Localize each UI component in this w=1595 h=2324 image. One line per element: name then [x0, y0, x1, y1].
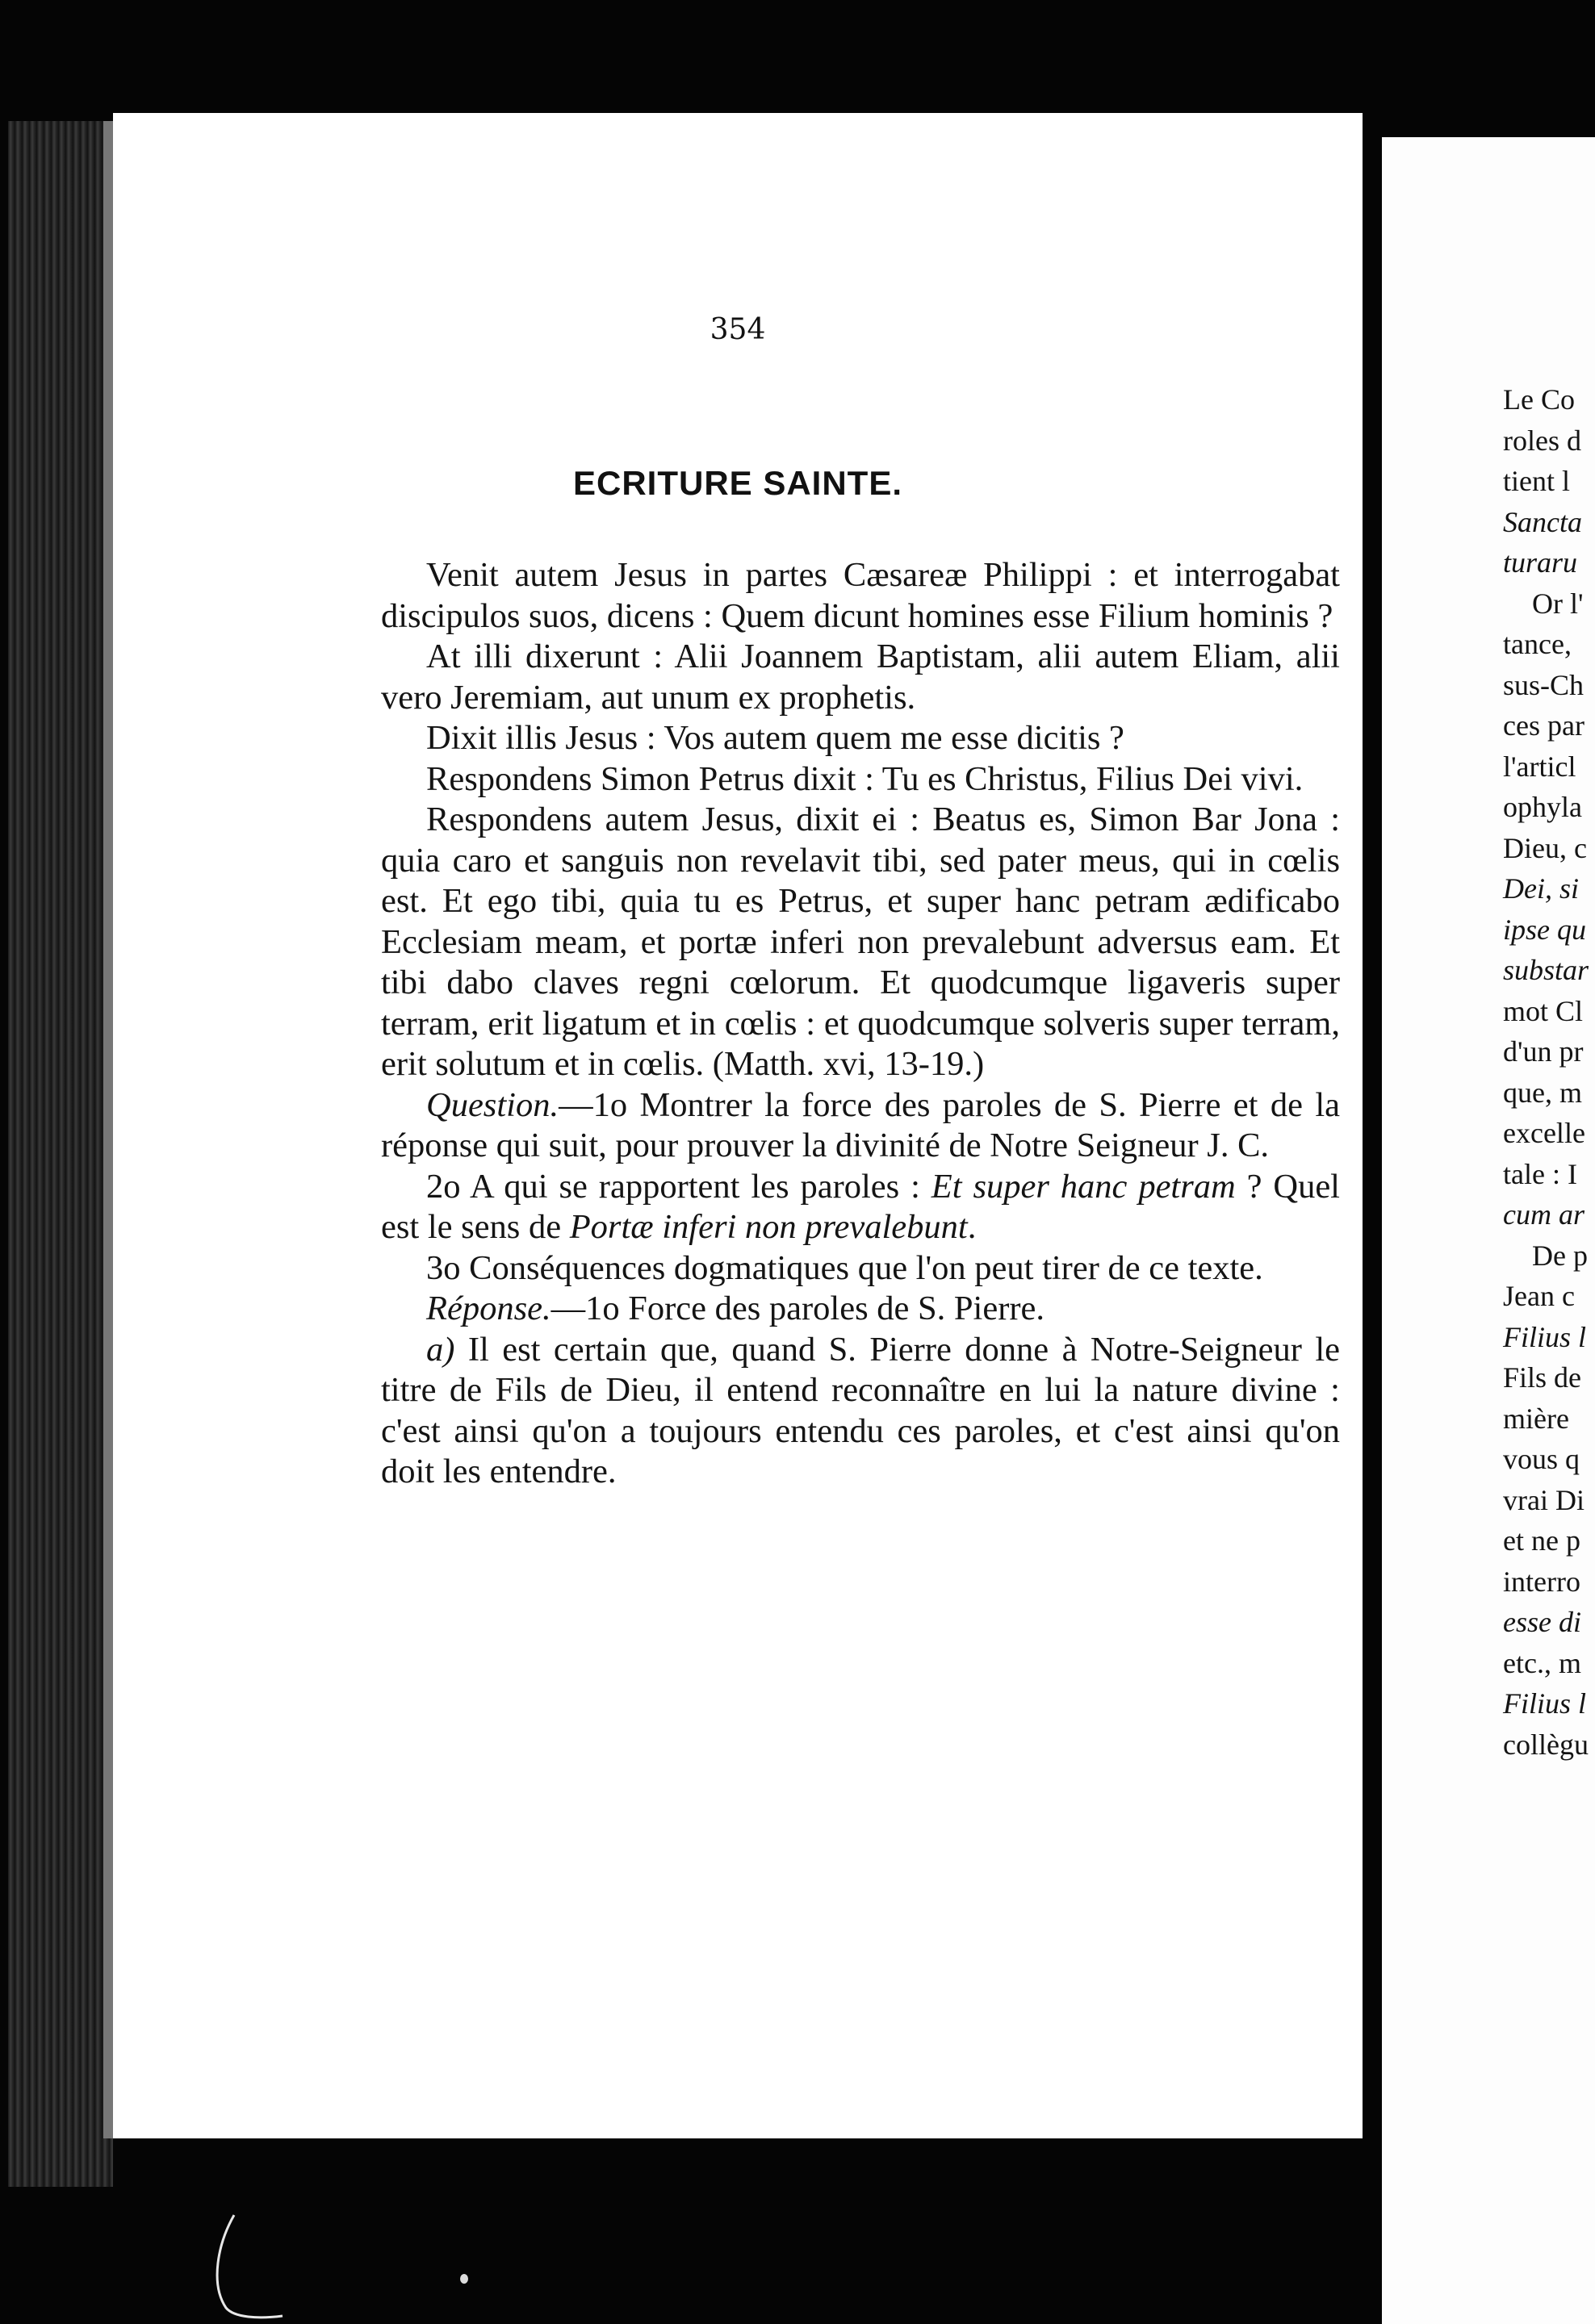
- right-page-line: Dieu, c: [1503, 831, 1587, 864]
- page-number: 354: [710, 313, 766, 346]
- paragraph-text: Respondens Simon Petrus dixit : Tu es Christus, Filius Dei vivi.: [426, 759, 1304, 798]
- paragraph: [381, 637, 1340, 718]
- right-page-line: tient l: [1503, 465, 1570, 497]
- right-page-line: sus-Ch: [1503, 668, 1585, 701]
- right-page-line: substar: [1503, 954, 1589, 986]
- right-page-line: Jean c: [1503, 1280, 1575, 1312]
- paragraph: [381, 555, 1340, 637]
- right-page-line: turaru: [1503, 546, 1578, 579]
- right-page-line: ces par: [1503, 709, 1585, 742]
- paragraph: [381, 800, 1340, 1085]
- right-page-line: mot Cl: [1503, 994, 1584, 1027]
- right-page-line: et ne p: [1503, 1524, 1580, 1557]
- right-page-line: d'un pr: [1503, 1035, 1584, 1068]
- paragraph-text: Venit autem Jesus in partes Cæsareæ Philippi : et interrogabat discipulos suos, dicens : Quem dicunt homines esse Filium hominis ?: [381, 556, 1340, 635]
- paragraph-label: a): [426, 1330, 455, 1369]
- right-page-line: esse di: [1503, 1606, 1581, 1638]
- right-page-line: tale : I: [1503, 1157, 1577, 1190]
- right-page-line: Filius l: [1503, 1320, 1587, 1353]
- right-page-line: Or l': [1532, 587, 1584, 620]
- paragraph: [381, 1167, 1340, 1248]
- right-page-line: que, m: [1503, 1076, 1582, 1109]
- right-page-line: etc., m: [1503, 1646, 1581, 1679]
- paragraph: [381, 1085, 1340, 1167]
- right-page-line: Dei, si: [1503, 872, 1579, 905]
- right-page-line: l'articl: [1503, 750, 1576, 783]
- right-page-line: Filius l: [1503, 1687, 1587, 1720]
- italic-quote: Et super hanc petram: [931, 1167, 1236, 1206]
- paragraph: [381, 1248, 1340, 1289]
- right-page-line: tance,: [1503, 628, 1572, 660]
- right-page-line: collègu: [1503, 1728, 1589, 1761]
- right-page-line: roles d: [1503, 424, 1581, 457]
- right-page-line: cum ar: [1503, 1198, 1585, 1231]
- paragraph-text: —1o Force des paroles de S. Pierre.: [551, 1289, 1044, 1327]
- right-page-line: Sancta: [1503, 505, 1582, 538]
- section-heading: ECRITURE SAINTE.: [572, 464, 903, 502]
- right-page-line: vous q: [1503, 1443, 1580, 1475]
- right-page-line: vrai Di: [1503, 1483, 1585, 1516]
- italic-quote: Portæ inferi non prevalebunt: [569, 1208, 968, 1246]
- paragraph-text: ? Quel est le sens de: [381, 1167, 1340, 1246]
- paragraph-text: .: [967, 1208, 977, 1246]
- paragraph-label: Réponse.: [426, 1289, 551, 1327]
- right-page-line: excelle: [1503, 1117, 1585, 1149]
- paragraph-text: Dixit illis Jesus : Vos autem quem me esse dicitis ?: [426, 719, 1124, 757]
- book-spine: [8, 121, 113, 2187]
- paragraph-text: Il est certain que, quand S. Pierre donne à Notre-Seigneur le titre de Fils de Dieu, il entend reconnaître en lui la nature divine : c'est ainsi qu'on a toujours entendu ces paroles, et c'est ainsi qu'on doit les entendre.: [381, 1330, 1340, 1490]
- paragraph-text: At illi dixerunt : Alii Joannem Baptistam, alii autem Eliam, alii vero Jeremiam, aut unum ex prophetis.: [381, 637, 1340, 717]
- paragraph: [381, 759, 1340, 800]
- paragraph: [381, 1330, 1340, 1493]
- right-page-line: interro: [1503, 1565, 1580, 1598]
- right-page-line: Fils de: [1503, 1361, 1582, 1394]
- paragraph-text: Respondens autem Jesus, dixit ei : Beatus es, Simon Bar Jona : quia caro et sanguis non revelavit tibi, sed pater meus, qui in cœlis est. Et ego tibi, quia tu es Petrus, et super hanc petram ædificabo Ecclesiam meam, et portæ inferi non prevalebunt adversus eam. Et tibi dabo claves regni cœlorum. Et quodcumque ligaveris super terram, erit ligatum et in cœlis : et quodcumque solveris super terram, erit solutum et in cœlis. (Matth. xvi, 13-19.): [381, 800, 1340, 1083]
- pencil-mark-icon: [202, 2211, 299, 2324]
- right-page-text: [1503, 379, 1595, 1765]
- paragraph: [381, 718, 1340, 759]
- body-text: [381, 555, 1340, 1493]
- paragraph-text: 2o A qui se rapportent les paroles :: [426, 1167, 931, 1206]
- right-page-line: ophyla: [1503, 791, 1582, 823]
- left-page: [113, 113, 1363, 2138]
- paragraph-text: 3o Conséquences dogmatiques que l'on peut tirer de ce texte.: [426, 1248, 1263, 1287]
- ink-spot: [460, 2274, 468, 2284]
- paragraph-label: Question.: [426, 1085, 559, 1124]
- right-page-line: Le Co: [1503, 383, 1575, 416]
- right-page-line: ipse qu: [1503, 913, 1586, 946]
- right-page-line: mière: [1503, 1402, 1569, 1435]
- right-page-line: De p: [1532, 1239, 1588, 1272]
- right-page: [1382, 137, 1595, 2324]
- paragraph-text: —1o Montrer la force des paroles de S. Pierre et de la réponse qui suit, pour prouver la divinité de Notre Seigneur J. C.: [381, 1085, 1340, 1164]
- paragraph: [381, 1289, 1340, 1330]
